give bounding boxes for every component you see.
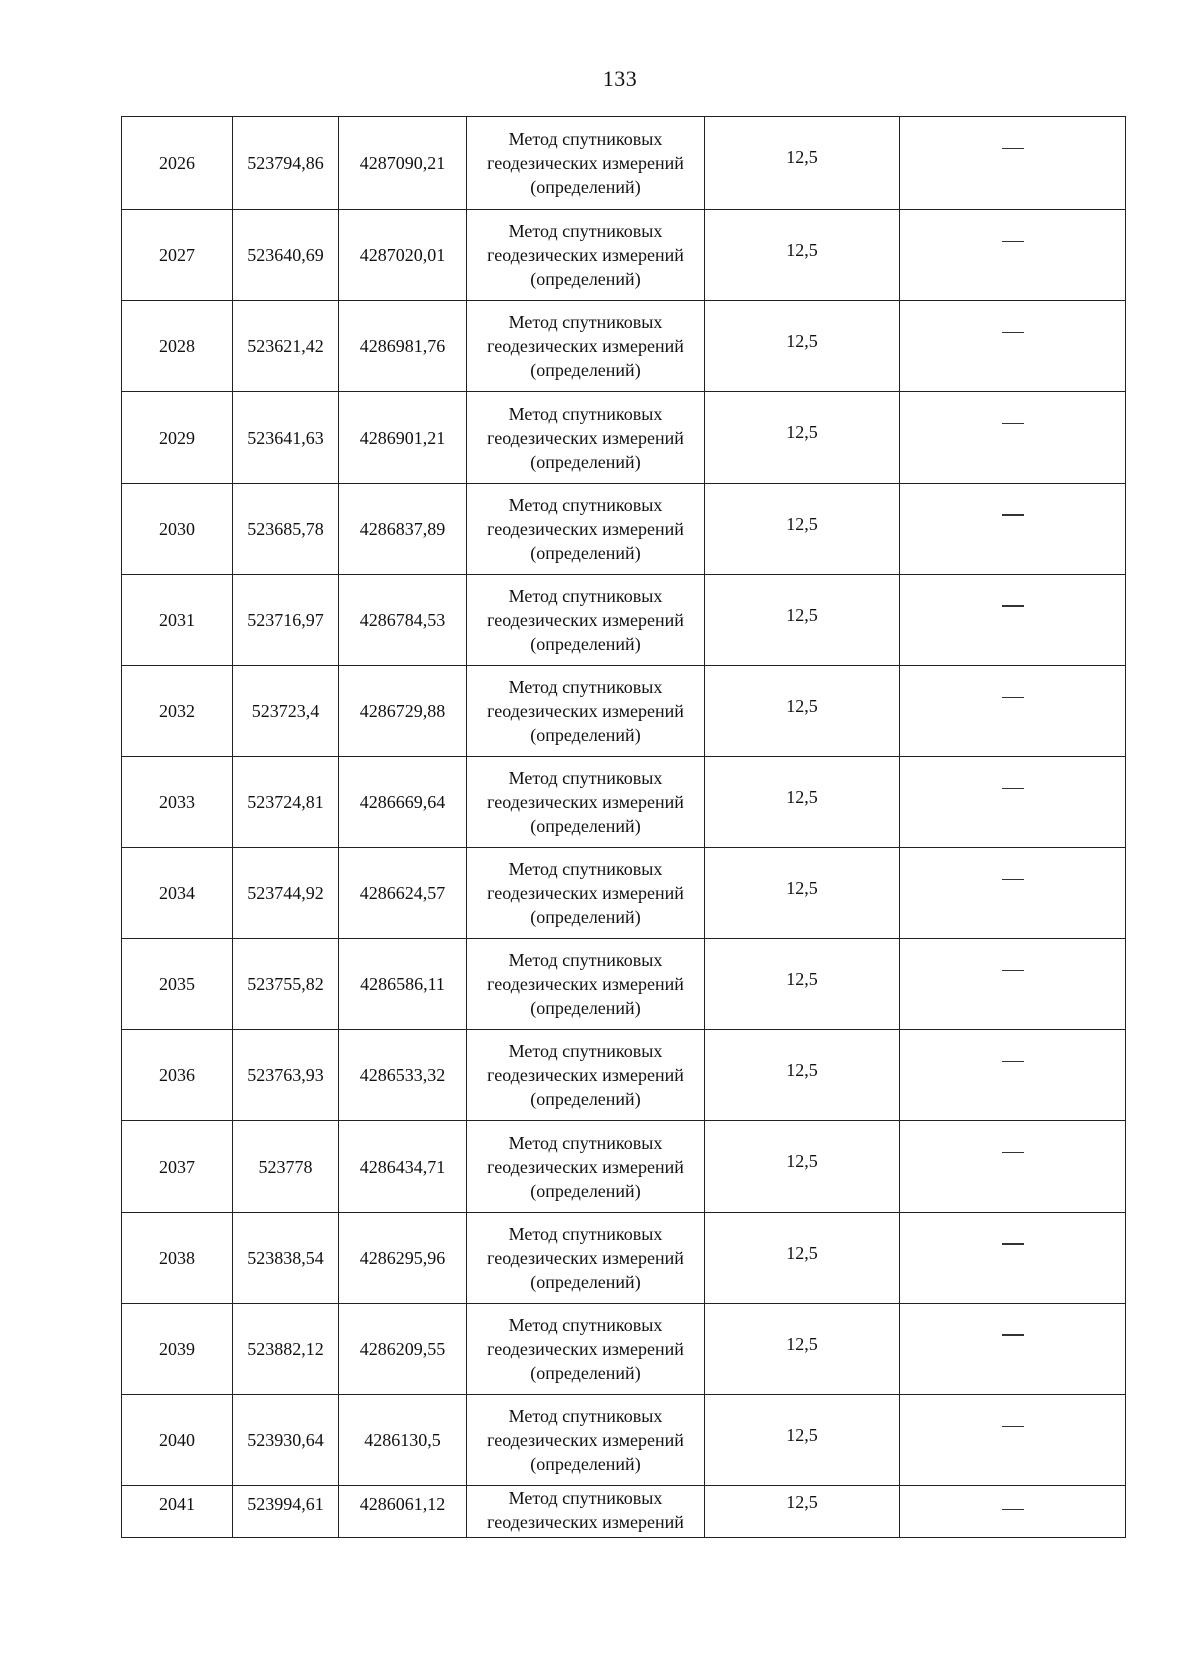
method-line: Метод спутниковых: [508, 129, 663, 150]
method-line: (определений): [530, 1180, 641, 1201]
y-coordinate-cell: 4287020,01: [339, 210, 467, 301]
point-number-cell: 2033: [122, 756, 233, 847]
method-line: геодезических измерений: [487, 518, 684, 539]
note-cell: [900, 392, 1126, 483]
method-line: Метод спутниковых: [508, 1041, 663, 1062]
method-cell: [467, 1121, 705, 1212]
accuracy-cell: 12,5: [705, 1485, 900, 1537]
dash-mark: [1002, 1509, 1024, 1510]
table-row: [122, 117, 1126, 210]
method-cell: [467, 574, 705, 665]
dash-mark: [1002, 697, 1024, 698]
method-cell: [467, 210, 705, 301]
dash-mark: [1002, 970, 1024, 971]
method-line: геодезических измерений: [487, 883, 684, 904]
method-line: Метод спутниковых: [508, 221, 663, 242]
method-cell: [467, 301, 705, 392]
x-coordinate-cell: 523755,82: [233, 939, 339, 1030]
method-line: геодезических измерений: [487, 1247, 684, 1268]
note-cell: [900, 1303, 1126, 1394]
point-number-cell: 2036: [122, 1030, 233, 1121]
note-cell: [900, 939, 1126, 1030]
method-cell: [467, 1212, 705, 1303]
y-coordinate-cell: 4286981,76: [339, 301, 467, 392]
dash-mark: [1002, 1334, 1024, 1335]
accuracy-cell: 12,5: [705, 756, 900, 847]
method-line: Метод спутниковых: [508, 1314, 663, 1335]
y-coordinate-cell: 4286434,71: [339, 1121, 467, 1212]
method-line: (определений): [530, 451, 641, 472]
x-coordinate-cell: 523882,12: [233, 1303, 339, 1394]
method-line: (определений): [530, 542, 641, 563]
x-coordinate-cell: 523994,61: [233, 1485, 339, 1537]
method-line: Метод спутниковых: [508, 403, 663, 424]
table-row: [122, 574, 1126, 665]
accuracy-cell: 12,5: [705, 939, 900, 1030]
method-line: Метод спутниковых: [508, 859, 663, 880]
note-cell: [900, 1121, 1126, 1212]
point-number-cell: 2029: [122, 392, 233, 483]
method-cell: [467, 1485, 705, 1537]
table-row: [122, 301, 1126, 392]
method-line: геодезических измерений: [487, 792, 684, 813]
table-body: [122, 117, 1126, 1538]
method-line: геодезических измерений: [487, 1338, 684, 1359]
x-coordinate-cell: 523744,92: [233, 848, 339, 939]
method-line: геодезических измерений: [487, 427, 684, 448]
dash-mark: [1002, 1243, 1024, 1244]
table-row: [122, 1394, 1126, 1485]
dash-mark: [1002, 148, 1024, 149]
method-line: Метод спутниковых: [508, 1223, 663, 1244]
y-coordinate-cell: 4286901,21: [339, 392, 467, 483]
dash-mark: [1002, 514, 1024, 515]
note-cell: [900, 848, 1126, 939]
method-cell: [467, 665, 705, 756]
x-coordinate-cell: 523794,86: [233, 117, 339, 210]
x-coordinate-cell: 523838,54: [233, 1212, 339, 1303]
method-line: геодезических измерений: [487, 1065, 684, 1086]
method-line: (определений): [530, 1271, 641, 1292]
point-number-cell: 2026: [122, 117, 233, 210]
table-row: [122, 1121, 1126, 1212]
point-number-cell: 2039: [122, 1303, 233, 1394]
accuracy-cell: 12,5: [705, 301, 900, 392]
point-number-cell: 2031: [122, 574, 233, 665]
method-line: (определений): [530, 269, 641, 290]
method-line: Метод спутниковых: [508, 1487, 663, 1508]
accuracy-cell: 12,5: [705, 574, 900, 665]
method-cell: [467, 756, 705, 847]
x-coordinate-cell: 523778: [233, 1121, 339, 1212]
table-row: [122, 1212, 1126, 1303]
method-cell: [467, 483, 705, 574]
accuracy-cell: 12,5: [705, 1212, 900, 1303]
method-line: (определений): [530, 633, 641, 654]
y-coordinate-cell: 4286784,53: [339, 574, 467, 665]
method-line: Метод спутниковых: [508, 494, 663, 515]
y-coordinate-cell: 4286669,64: [339, 756, 467, 847]
y-coordinate-cell: 4286624,57: [339, 848, 467, 939]
x-coordinate-cell: 523716,97: [233, 574, 339, 665]
accuracy-cell: 12,5: [705, 1394, 900, 1485]
method-line: геодезических измерений: [487, 974, 684, 995]
y-coordinate-cell: 4286130,5: [339, 1394, 467, 1485]
point-number-cell: 2027: [122, 210, 233, 301]
note-cell: [900, 665, 1126, 756]
note-cell: [900, 1394, 1126, 1485]
note-cell: [900, 210, 1126, 301]
x-coordinate-cell: 523723,4: [233, 665, 339, 756]
accuracy-cell: 12,5: [705, 1303, 900, 1394]
accuracy-cell: 12,5: [705, 483, 900, 574]
table-row: [122, 1303, 1126, 1394]
method-line: (определений): [530, 907, 641, 928]
dash-mark: [1002, 879, 1024, 880]
method-line: (определений): [530, 1453, 641, 1474]
x-coordinate-cell: 523685,78: [233, 483, 339, 574]
y-coordinate-cell: 4286586,11: [339, 939, 467, 1030]
accuracy-cell: 12,5: [705, 848, 900, 939]
table-row: [122, 483, 1126, 574]
coordinates-table-wrapper: [121, 116, 1125, 1538]
method-cell: [467, 392, 705, 483]
dash-mark: [1002, 1426, 1024, 1427]
method-line: геодезических измерений: [487, 153, 684, 174]
method-line: Метод спутниковых: [508, 768, 663, 789]
method-line: (определений): [530, 1362, 641, 1383]
point-number-cell: 2034: [122, 848, 233, 939]
method-line: Метод спутниковых: [508, 676, 663, 697]
accuracy-cell: 12,5: [705, 1030, 900, 1121]
note-cell: [900, 1485, 1126, 1537]
method-line: (определений): [530, 998, 641, 1019]
method-line: геодезических измерений: [487, 336, 684, 357]
y-coordinate-cell: 4286209,55: [339, 1303, 467, 1394]
table-row: [122, 1485, 1126, 1537]
coordinates-table: [121, 116, 1126, 1538]
method-line: (определений): [530, 724, 641, 745]
table-row: [122, 848, 1126, 939]
dash-mark: [1002, 332, 1024, 333]
note-cell: [900, 483, 1126, 574]
dash-mark: [1002, 1152, 1024, 1153]
accuracy-cell: 12,5: [705, 210, 900, 301]
y-coordinate-cell: 4286729,88: [339, 665, 467, 756]
method-cell: [467, 1303, 705, 1394]
note-cell: [900, 756, 1126, 847]
accuracy-cell: 12,5: [705, 1121, 900, 1212]
point-number-cell: 2035: [122, 939, 233, 1030]
note-cell: [900, 1030, 1126, 1121]
point-number-cell: 2038: [122, 1212, 233, 1303]
method-line: (определений): [530, 177, 641, 198]
point-number-cell: 2028: [122, 301, 233, 392]
table-row: [122, 756, 1126, 847]
method-cell: [467, 1394, 705, 1485]
table-row: [122, 939, 1126, 1030]
method-cell: [467, 939, 705, 1030]
note-cell: [900, 1212, 1126, 1303]
method-cell: [467, 848, 705, 939]
dash-mark: [1002, 605, 1024, 606]
x-coordinate-cell: 523641,63: [233, 392, 339, 483]
dash-mark: [1002, 788, 1024, 789]
point-number-cell: 2030: [122, 483, 233, 574]
dash-mark: [1002, 423, 1024, 424]
y-coordinate-cell: 4286533,32: [339, 1030, 467, 1121]
x-coordinate-cell: 523621,42: [233, 301, 339, 392]
point-number-cell: 2032: [122, 665, 233, 756]
method-line: Метод спутниковых: [508, 1405, 663, 1426]
method-line: Метод спутниковых: [508, 950, 663, 971]
table-row: [122, 392, 1126, 483]
accuracy-cell: 12,5: [705, 392, 900, 483]
y-coordinate-cell: 4286295,96: [339, 1212, 467, 1303]
method-line: (определений): [530, 360, 641, 381]
note-cell: [900, 301, 1126, 392]
method-line: геодезических измерений: [487, 1156, 684, 1177]
dash-mark: [1002, 1061, 1024, 1062]
x-coordinate-cell: 523763,93: [233, 1030, 339, 1121]
y-coordinate-cell: 4287090,21: [339, 117, 467, 210]
method-line: (определений): [530, 816, 641, 837]
y-coordinate-cell: 4286837,89: [339, 483, 467, 574]
method-line: геодезических измерений: [487, 1511, 684, 1532]
method-line: геодезических измерений: [487, 1429, 684, 1450]
method-cell: [467, 1030, 705, 1121]
x-coordinate-cell: 523930,64: [233, 1394, 339, 1485]
method-line: Метод спутниковых: [508, 312, 663, 333]
point-number-cell: 2041: [122, 1485, 233, 1537]
x-coordinate-cell: 523724,81: [233, 756, 339, 847]
method-line: Метод спутниковых: [508, 585, 663, 606]
table-row: [122, 665, 1126, 756]
y-coordinate-cell: 4286061,12: [339, 1485, 467, 1537]
dash-mark: [1002, 241, 1024, 242]
method-line: Метод спутниковых: [508, 1132, 663, 1153]
method-line: геодезических измерений: [487, 700, 684, 721]
note-cell: [900, 574, 1126, 665]
table-row: [122, 210, 1126, 301]
method-line: геодезических измерений: [487, 609, 684, 630]
note-cell: [900, 117, 1126, 210]
point-number-cell: 2037: [122, 1121, 233, 1212]
point-number-cell: 2040: [122, 1394, 233, 1485]
method-line: геодезических измерений: [487, 245, 684, 266]
page-number: 133: [602, 66, 638, 91]
x-coordinate-cell: 523640,69: [233, 210, 339, 301]
accuracy-cell: 12,5: [705, 665, 900, 756]
method-cell: [467, 117, 705, 210]
table-row: [122, 1030, 1126, 1121]
method-line: (определений): [530, 1089, 641, 1110]
accuracy-cell: 12,5: [705, 117, 900, 210]
